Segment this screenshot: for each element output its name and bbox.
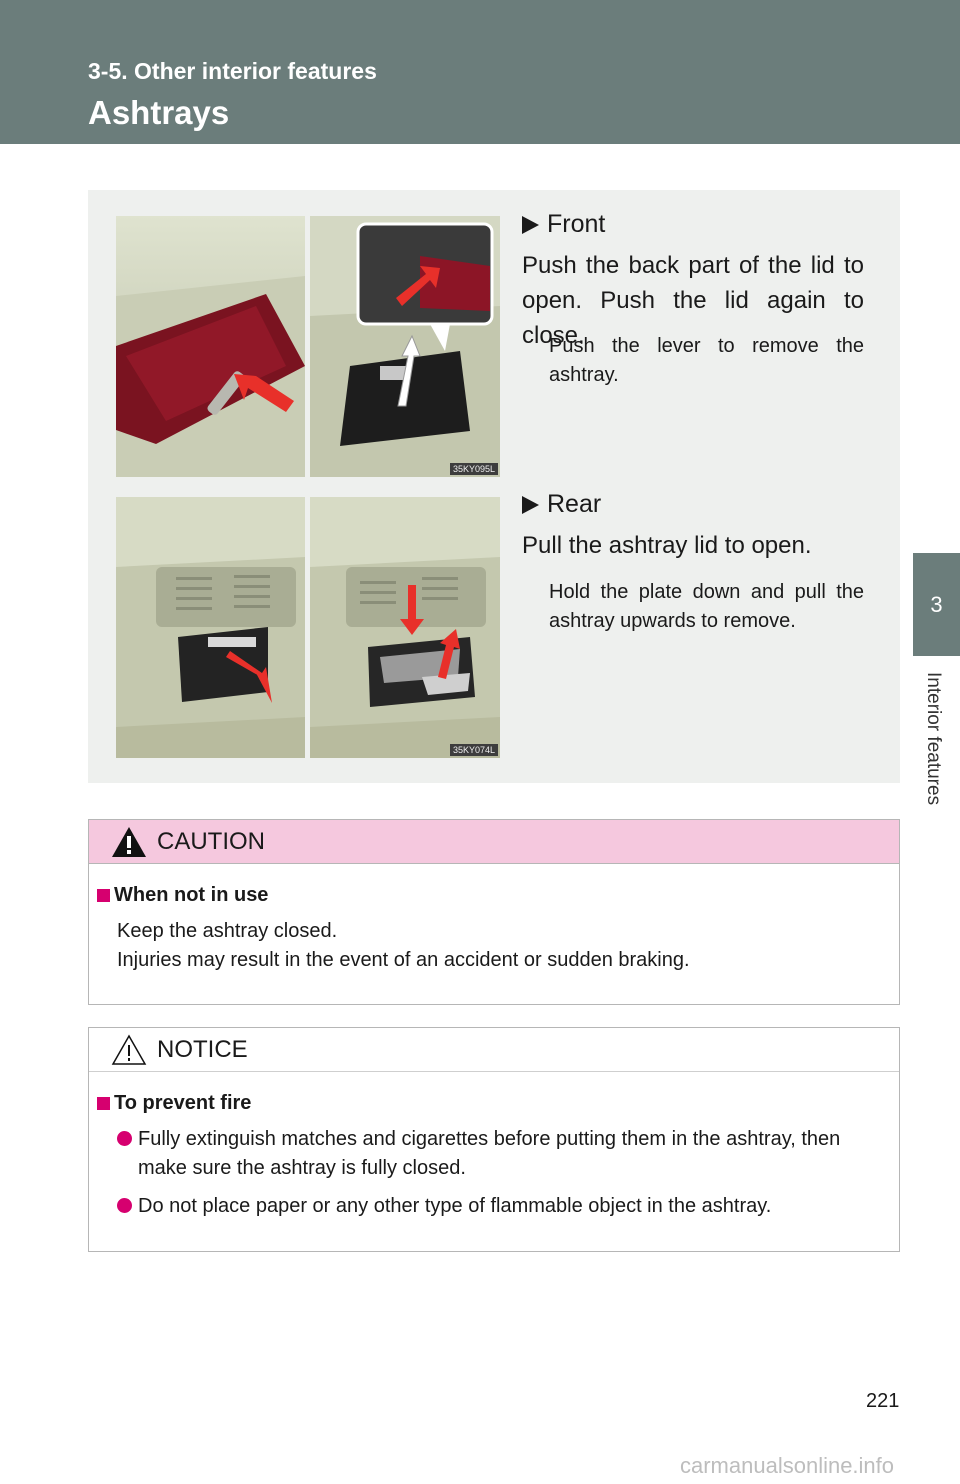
- notice-item: [117, 1192, 891, 1221]
- square-bullet-icon: [97, 1097, 110, 1110]
- rear-instruction: Pull the ashtray lid to open.: [522, 532, 812, 559]
- page-number: 221: [866, 1390, 900, 1412]
- notice-item-text: Do not place paper or any other type of flammable object in the ashtray.: [138, 1195, 772, 1217]
- illustration-panel: [88, 190, 900, 783]
- front-photo-lever: [310, 216, 500, 477]
- notice-subheading-text: To prevent fire: [114, 1092, 252, 1114]
- notice-box: [88, 1027, 900, 1252]
- front-photo-lid: [116, 216, 305, 477]
- section-title: 3-5. Other interior features: [88, 58, 377, 84]
- circle-bullet-icon: [117, 1131, 132, 1146]
- rear-detail: Hold the plate down and pull the ashtray upwards to remove.: [549, 581, 864, 632]
- front-instruction: Push the back part of the lid to open. Push the lid again to close.: [522, 252, 864, 349]
- page-title: Ashtrays: [88, 94, 230, 131]
- circle-bullet-icon: [117, 1198, 132, 1213]
- chapter-label: Interior features: [923, 672, 944, 806]
- notice-triangle-icon: [111, 1034, 147, 1066]
- rear-photo-lid: [116, 497, 305, 758]
- caution-line: Injuries may result in the event of an accident or sudden braking.: [117, 949, 690, 971]
- triangle-right-icon: [522, 216, 539, 234]
- front-detail: Push the lever to remove the ashtray.: [549, 335, 864, 386]
- caution-box: [88, 819, 900, 1005]
- caution-line: Keep the ashtray closed.: [117, 920, 338, 942]
- page-header: [0, 0, 960, 144]
- image-code: 35KY095L: [450, 463, 498, 475]
- rear-photo-plate: [310, 497, 500, 758]
- caution-label: CAUTION: [157, 827, 265, 855]
- warning-triangle-icon: [111, 826, 147, 858]
- notice-item: [117, 1125, 891, 1183]
- triangle-right-icon: [522, 496, 539, 514]
- image-code: 35KY074L: [450, 744, 498, 756]
- notice-label: NOTICE: [157, 1035, 248, 1063]
- rear-heading: [522, 490, 601, 519]
- notice-subheading: [97, 1092, 899, 1115]
- caution-header: [89, 820, 899, 864]
- square-bullet-icon: [97, 889, 110, 902]
- caution-subheading-text: When not in use: [114, 884, 269, 906]
- chapter-tab[interactable]: 3: [913, 553, 960, 656]
- watermark[interactable]: carmanualsonline.info: [680, 1453, 895, 1478]
- notice-header: [89, 1028, 899, 1072]
- front-heading: [522, 210, 605, 239]
- notice-item-text: Fully extinguish matches and cigarettes before putting them in the ashtray, then make sure the ashtray is fully closed.: [138, 1128, 841, 1179]
- rear-heading-text: Rear: [547, 490, 602, 518]
- front-heading-text: Front: [547, 210, 606, 238]
- caution-subheading: [97, 884, 899, 907]
